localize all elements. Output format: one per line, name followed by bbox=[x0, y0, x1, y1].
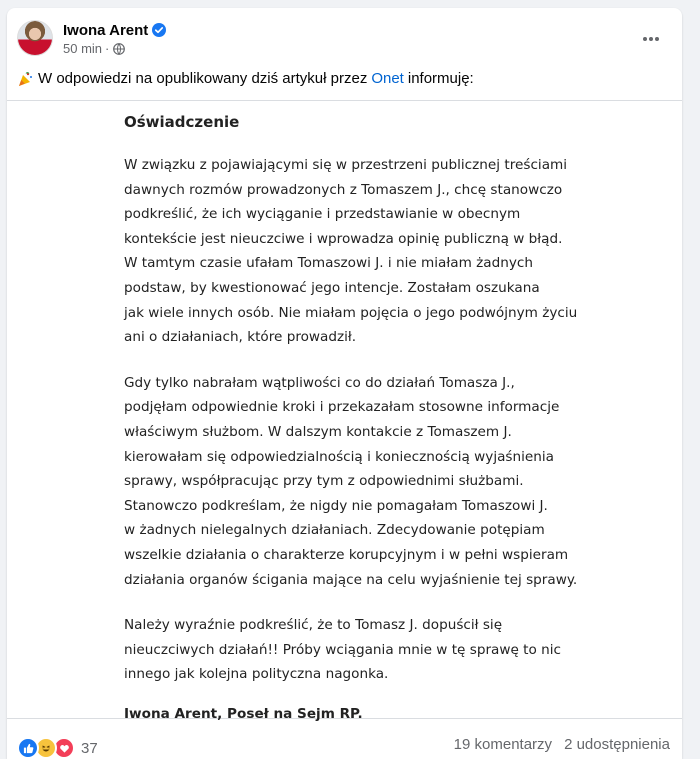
reactions-summary[interactable] bbox=[17, 737, 98, 759]
post-footer bbox=[7, 718, 682, 759]
author-name[interactable]: Iwona Arent bbox=[63, 21, 149, 39]
statement-paragraph-1 bbox=[124, 153, 584, 350]
statement-line: działania organów ścigania mające na celu wyjaśnienie tej sprawy. bbox=[124, 571, 578, 588]
author-row bbox=[63, 20, 166, 40]
caption-text-start: W odpowiedzi na opublikowany dziś artykuł przez bbox=[38, 70, 368, 87]
statement-paragraph-2 bbox=[124, 371, 584, 592]
statement-document bbox=[124, 113, 584, 722]
statement-line: podstaw, by kwestionować jego intencje. Zostałam oszukana bbox=[124, 279, 540, 296]
more-options-icon bbox=[642, 29, 660, 47]
statement-signature: Iwona Arent, Poseł na Sejm RP. bbox=[124, 705, 363, 722]
statement-line: innego jak kolejna polityczna nagonka. bbox=[124, 666, 389, 683]
statement-line: nieuczciwych działań!! Próby wciągania mnie w tę sprawę to nic bbox=[124, 641, 562, 658]
statement-line: wszelkie działania o charakterze korupcyjnym i w pełni wspieram bbox=[124, 546, 569, 563]
author-avatar[interactable] bbox=[17, 20, 53, 56]
statement-line: ani o działaniach, które prowadził. bbox=[124, 329, 357, 346]
statement-line: kierowałam się odpowiedzialnością i koniecznością wyjaśnienia bbox=[124, 448, 554, 465]
shares-count-link[interactable]: 2 udostępnienia bbox=[564, 736, 670, 753]
more-options-button[interactable] bbox=[634, 24, 668, 52]
statement-line: właściwym służbom. W dalszym kontakcie z Tomaszem J. bbox=[124, 423, 512, 440]
post-stats bbox=[454, 736, 670, 753]
reaction-count: 37 bbox=[81, 739, 98, 757]
post-timestamp[interactable]: 50 min bbox=[63, 41, 103, 56]
statement-line: kontekście jest nieuczciwe i wprowadza opinię publiczną w błąd. bbox=[124, 230, 563, 247]
post-meta bbox=[63, 41, 125, 56]
like-reaction-icon bbox=[17, 737, 39, 759]
caption-text-end: informuję: bbox=[407, 70, 474, 87]
post-header bbox=[7, 8, 682, 66]
meta-separator: · bbox=[105, 41, 110, 56]
statement-line: sprawy, współpracując przy tym z odpowiednimi służbami. bbox=[124, 473, 524, 490]
onet-link[interactable]: Onet bbox=[371, 70, 404, 87]
comments-count-link[interactable]: 19 komentarzy bbox=[453, 736, 553, 753]
statement-line: jak wiele innych osób. Nie miałam pojęcia o jego podwójnym życiu bbox=[124, 304, 578, 321]
statement-line: podkreślić, że ich wyciąganie i przedstawianie w obecnym bbox=[124, 206, 521, 223]
statement-line: Gdy tylko nabrałam wątpliwości co do działań Tomasza J., bbox=[124, 374, 515, 391]
statement-image[interactable] bbox=[7, 100, 682, 722]
statement-line: dawnych rozmów prowadzonych z Tomaszem J., chcę stanowczo bbox=[124, 181, 563, 198]
statement-line: Należy wyraźnie podkreślić, że to Tomasz J. dopuścił się bbox=[124, 617, 503, 634]
statement-line: podjęłam odpowiednie kroki i przekazałam stosowne informacje bbox=[124, 399, 560, 416]
statement-title: Oświadczenie bbox=[124, 113, 240, 131]
statement-line: w żadnych nielegalnych działaniach. Zdecydowanie potępiam bbox=[124, 522, 545, 539]
statement-line: W związku z pojawiającymi się w przestrzeni publicznej treściami bbox=[124, 157, 568, 173]
party-popper-icon bbox=[17, 71, 33, 87]
verified-badge-icon bbox=[152, 23, 166, 37]
post-caption bbox=[17, 70, 474, 87]
statement-paragraph-3 bbox=[124, 613, 584, 687]
statement-line: W tamtym czasie ufałam Tomaszowi J. i nie miałam żadnych bbox=[124, 255, 533, 272]
post-card bbox=[7, 8, 682, 759]
globe-icon[interactable] bbox=[113, 43, 125, 55]
statement-line: Stanowczo podkreślam, że nigdy nie pomagałam Tomaszowi J. bbox=[124, 497, 548, 514]
